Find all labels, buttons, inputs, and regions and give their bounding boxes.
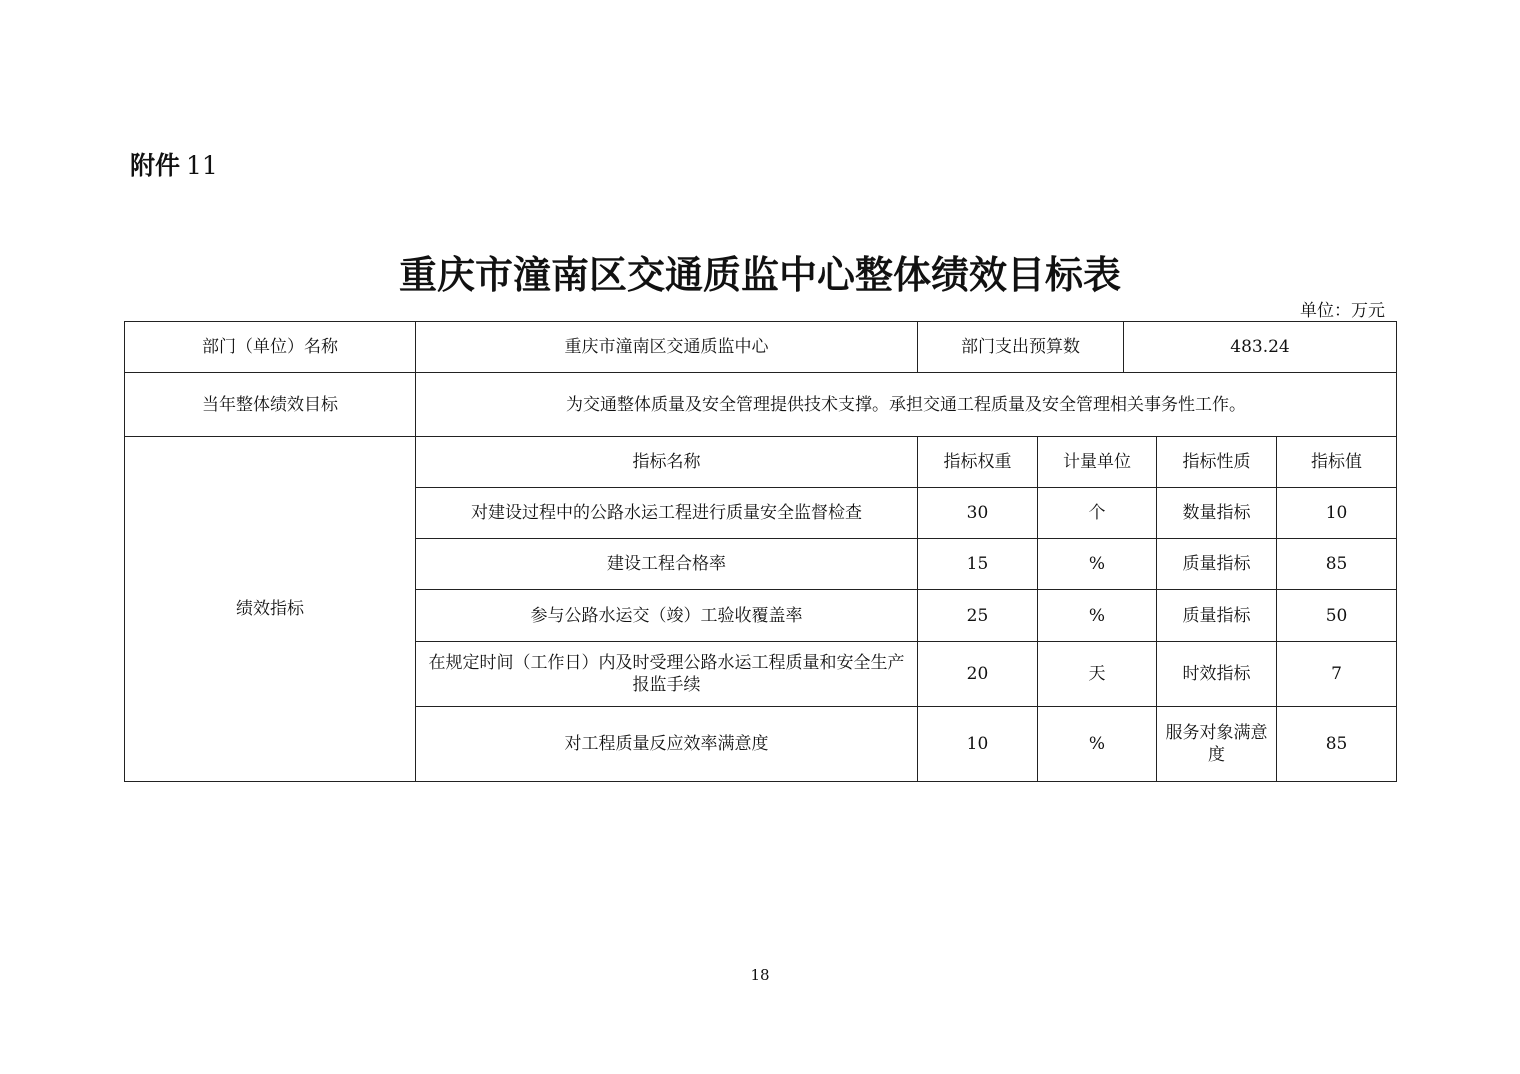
indicator-name: 参与公路水运交（竣）工验收覆盖率: [416, 590, 918, 642]
goal-label: 当年整体绩效目标: [125, 373, 416, 437]
indicator-weight: 30: [918, 488, 1038, 539]
indicator-unit: %: [1038, 539, 1157, 590]
dept-row: [125, 322, 1397, 373]
indicator-unit: %: [1038, 707, 1157, 782]
indicator-value: 85: [1277, 707, 1397, 782]
indicator-weight: 10: [918, 707, 1038, 782]
document-title: 重庆市潼南区交通质监中心整体绩效目标表: [398, 252, 1121, 297]
indicator-nature: 质量指标: [1157, 539, 1277, 590]
dept-value: 重庆市潼南区交通质监中心: [416, 322, 918, 373]
goal-row: [125, 373, 1397, 437]
attachment-label: [130, 146, 218, 182]
indicator-section-label: 绩效指标: [125, 437, 416, 782]
indicator-name: 对建设过程中的公路水运工程进行质量安全监督检查: [416, 488, 918, 539]
indicator-unit: %: [1038, 590, 1157, 642]
indicator-weight: 25: [918, 590, 1038, 642]
indicator-value: 10: [1277, 488, 1397, 539]
indicator-value: 7: [1277, 642, 1397, 707]
indicator-value: 85: [1277, 539, 1397, 590]
header-nature: 指标性质: [1157, 437, 1277, 488]
indicator-unit: 个: [1038, 488, 1157, 539]
attachment-number: 11: [186, 151, 218, 180]
indicator-nature: 质量指标: [1157, 590, 1277, 642]
dept-label: 部门（单位）名称: [125, 322, 416, 373]
attachment-text: 附件: [130, 151, 181, 180]
indicator-name: 建设工程合格率: [416, 539, 918, 590]
indicator-nature: 服务对象满意度: [1157, 707, 1277, 782]
budget-value: 483.24: [1124, 322, 1397, 373]
indicator-nature: 时效指标: [1157, 642, 1277, 707]
goal-value: 为交通整体质量及安全管理提供技术支撑。承担交通工程质量及安全管理相关事务性工作。: [416, 373, 1397, 437]
header-name: 指标名称: [416, 437, 918, 488]
indicator-unit: 天: [1038, 642, 1157, 707]
unit-label: 单位：万元: [1300, 301, 1385, 321]
indicator-weight: 20: [918, 642, 1038, 707]
performance-table: [124, 321, 1397, 782]
page-number: 18: [750, 966, 770, 984]
header-value: 指标值: [1277, 437, 1397, 488]
header-unit: 计量单位: [1038, 437, 1157, 488]
budget-label: 部门支出预算数: [918, 322, 1124, 373]
indicator-name: 对工程质量反应效率满意度: [416, 707, 918, 782]
indicator-nature: 数量指标: [1157, 488, 1277, 539]
indicator-value: 50: [1277, 590, 1397, 642]
indicator-header-row: [125, 437, 1397, 488]
indicator-name: 在规定时间（工作日）内及时受理公路水运工程质量和安全生产报监手续: [416, 642, 918, 707]
header-weight: 指标权重: [918, 437, 1038, 488]
indicator-weight: 15: [918, 539, 1038, 590]
